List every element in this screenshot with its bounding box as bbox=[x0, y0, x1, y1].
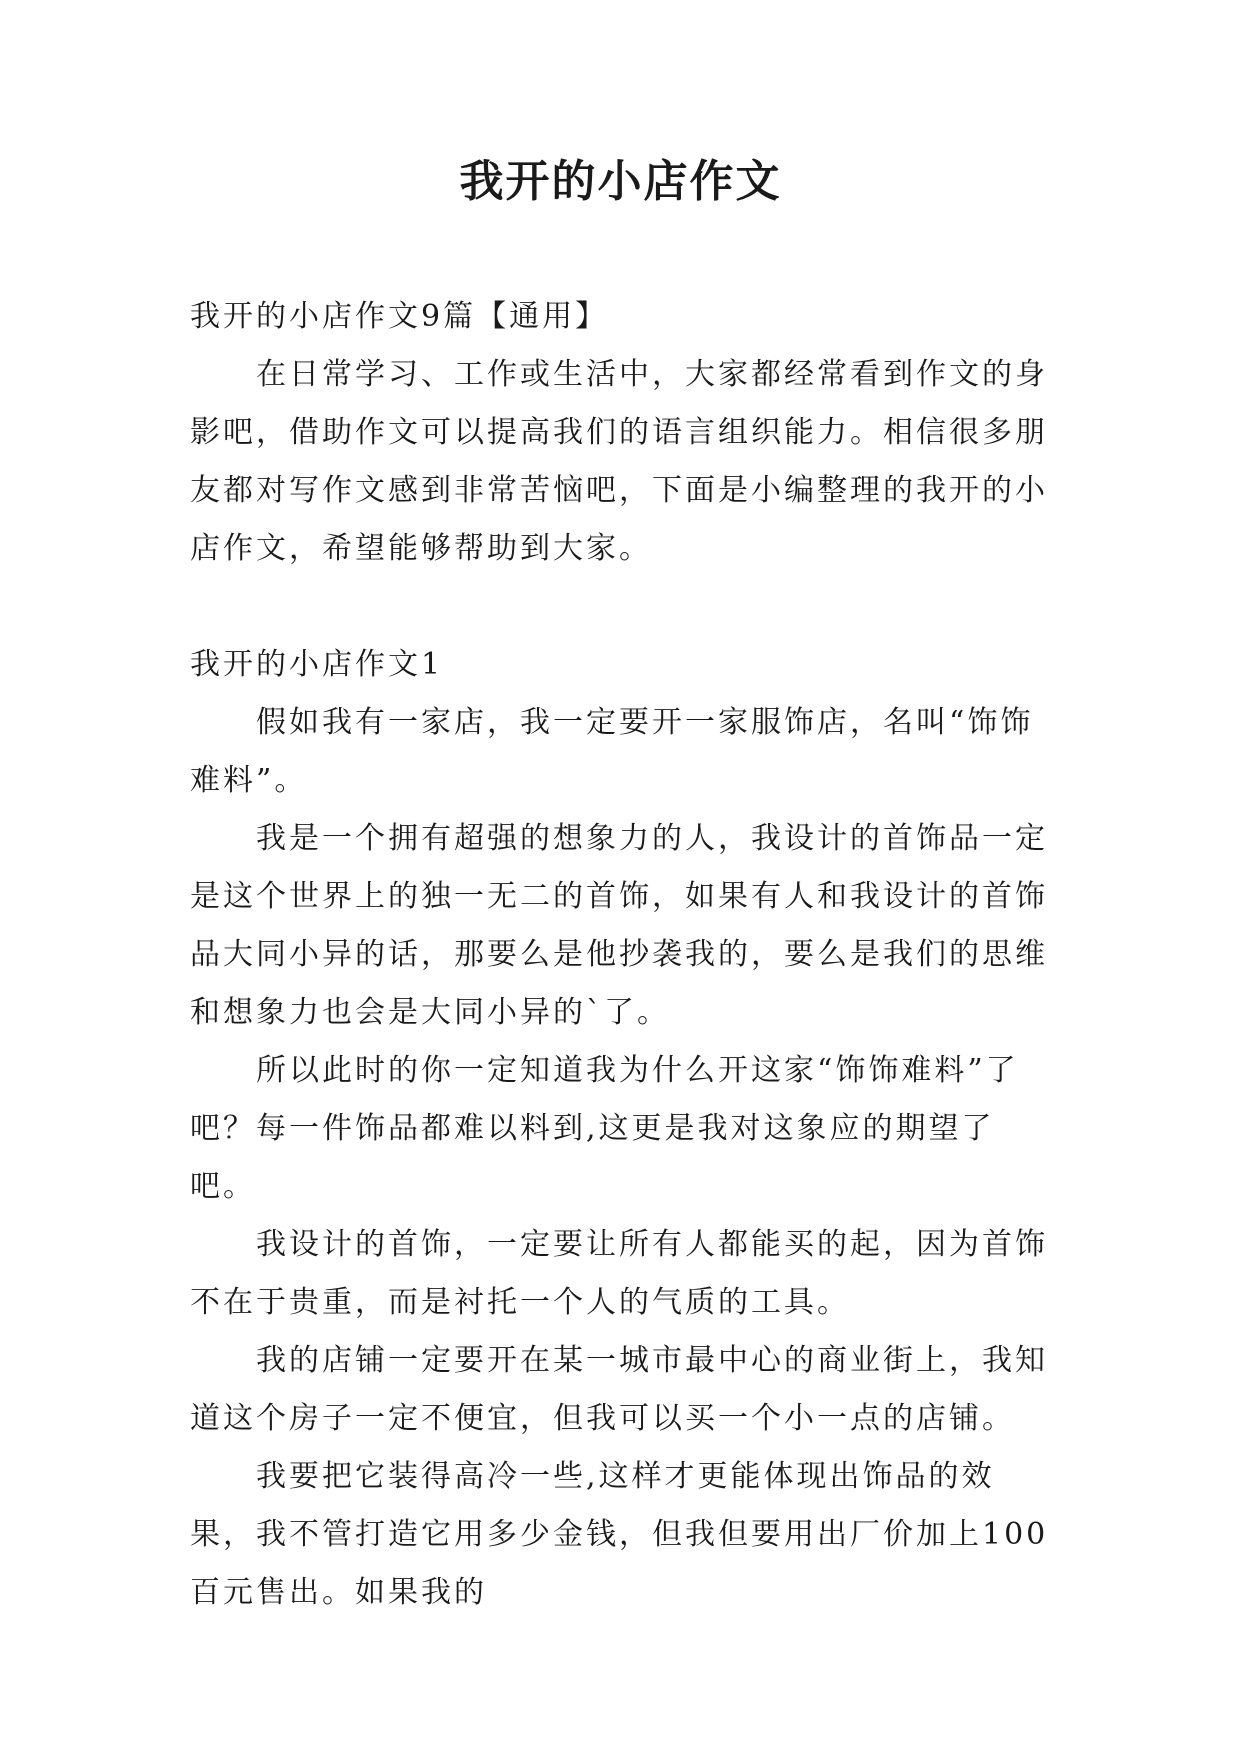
document-body bbox=[190, 288, 1050, 1622]
intro-paragraph: 在日常学习、工作或生活中，大家都经常看到作文的身影吧，借助作文可以提高我们的语言组织能力。相信很多朋友都对写作文感到非常苦恼吧，下面是小编整理的我开的小店作文，希望能够帮助到大家。 bbox=[190, 357, 1048, 566]
subtitle: 我开的小店作文9篇【通用】 bbox=[190, 299, 609, 334]
body-paragraph: 所以此时的你一定知道我为什么开这家“饰饰难料”了吧？每一件饰品都难以料到,这更是我对这象应的期望了吧。 bbox=[190, 1053, 1019, 1204]
page-title: 我开的小店作文 bbox=[459, 156, 782, 207]
body-paragraph: 假如我有一家店，我一定要开一家服饰店，名叫“饰饰难料”。 bbox=[190, 705, 1034, 798]
body-paragraph: 我是一个拥有超强的想象力的人，我设计的首饰品一定是这个世界上的独一无二的首饰，如果有人和我设计的首饰品大同小异的话，那要么是他抄袭我的，要么是我们的思维和想象力也会是大同小异的`了。 bbox=[190, 821, 1048, 1030]
body-paragraph: 我设计的首饰，一定要让所有人都能买的起，因为首饰不在于贵重，而是衬托一个人的气质的工具。 bbox=[190, 1227, 1048, 1320]
body-paragraph: 我要把它装得高冷一些,这样才更能体现出饰品的效果，我不管打造它用多少金钱，但我但要用出厂价加上100百元售出。如果我的 bbox=[190, 1459, 1049, 1610]
section-spacer bbox=[190, 578, 1050, 636]
section-heading: 我开的小店作文1 bbox=[190, 647, 444, 682]
body-paragraph: 我的店铺一定要开在某一城市最中心的商业街上，我知道这个房子一定不便宜，但我可以买一个小一点的店铺。 bbox=[190, 1343, 1048, 1436]
